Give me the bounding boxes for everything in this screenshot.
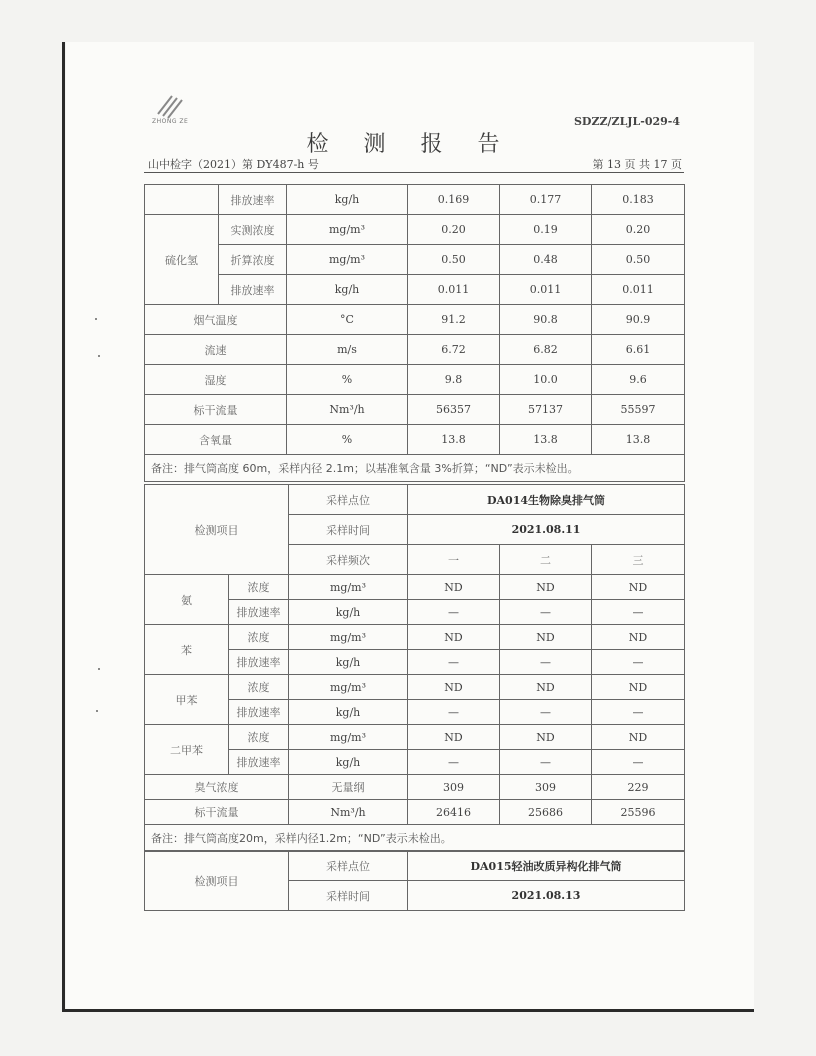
unit-cell: °C <box>287 305 408 335</box>
table-note: 备注：排气筒高度20m，采样内径1.2m；“ND”表示未检出。 <box>145 825 685 852</box>
results-table-da014 <box>144 484 685 852</box>
unit-cell: kg/h <box>289 700 408 725</box>
value-cell: ND <box>408 575 500 600</box>
scan-speck <box>98 668 100 670</box>
logo-text: ZHONG ZE <box>152 118 189 125</box>
value-cell: 0.19 <box>500 215 592 245</box>
value-cell: 56357 <box>408 395 500 425</box>
value-cell: 229 <box>592 775 685 800</box>
table-row <box>145 825 685 852</box>
label-cell: 标干流量 <box>145 395 287 425</box>
unit-cell: Nm³/h <box>287 395 408 425</box>
table-row <box>145 455 685 482</box>
value-cell: 13.8 <box>500 425 592 455</box>
table-row <box>145 851 685 881</box>
value-cell: ND <box>500 575 592 600</box>
label-cell: 烟气温度 <box>145 305 287 335</box>
item-label-cell: 检测项目 <box>145 851 289 911</box>
value-cell: 0.48 <box>500 245 592 275</box>
label-cell: 标干流量 <box>145 800 289 825</box>
value-cell: 90.9 <box>592 305 685 335</box>
table-row <box>145 185 685 215</box>
table-row <box>145 245 685 275</box>
value-cell: ND <box>592 575 685 600</box>
empty-cell <box>145 185 219 215</box>
scan-edge-bottom <box>62 1009 754 1012</box>
value-cell: 0.50 <box>408 245 500 275</box>
param-cell: 实测浓度 <box>219 215 287 245</box>
unit-cell: kg/h <box>289 650 408 675</box>
page-info: 第 13 页 共 17 页 <box>592 158 682 171</box>
table-row <box>145 365 685 395</box>
time-value-cell: 2021.08.11 <box>408 515 685 545</box>
value-cell: — <box>500 750 592 775</box>
value-cell: 13.8 <box>592 425 685 455</box>
value-cell: — <box>408 750 500 775</box>
group-cell-h2s: 硫化氢 <box>145 215 219 305</box>
unit-cell: kg/h <box>289 600 408 625</box>
param-cell: 折算浓度 <box>219 245 287 275</box>
table-row <box>145 625 685 650</box>
unit-cell: kg/h <box>287 275 408 305</box>
value-cell: 10.0 <box>500 365 592 395</box>
value-cell: 9.8 <box>408 365 500 395</box>
value-cell: 91.2 <box>408 305 500 335</box>
value-cell: — <box>500 650 592 675</box>
value-cell: 6.72 <box>408 335 500 365</box>
site-value-cell: DA014生物除臭排气筒 <box>408 485 685 515</box>
value-cell: — <box>500 700 592 725</box>
param-cell: 排放速率 <box>229 700 289 725</box>
table-row <box>145 215 685 245</box>
time-label-cell: 采样时间 <box>289 515 408 545</box>
param-cell: 浓度 <box>229 725 289 750</box>
freq-cell: 一 <box>408 545 500 575</box>
group-cell-ammonia: 氨 <box>145 575 229 625</box>
value-cell: 0.011 <box>500 275 592 305</box>
freq-cell: 二 <box>500 545 592 575</box>
table-row <box>145 335 685 365</box>
value-cell: ND <box>500 625 592 650</box>
table-row <box>145 675 685 700</box>
unit-cell: mg/m³ <box>287 245 408 275</box>
unit-cell: kg/h <box>287 185 408 215</box>
unit-cell: mg/m³ <box>287 215 408 245</box>
value-cell: — <box>500 600 592 625</box>
table-row <box>145 725 685 750</box>
value-cell: 90.8 <box>500 305 592 335</box>
value-cell: 13.8 <box>408 425 500 455</box>
label-cell: 臭气浓度 <box>145 775 289 800</box>
value-cell: ND <box>592 725 685 750</box>
value-cell: 57137 <box>500 395 592 425</box>
value-cell: ND <box>592 625 685 650</box>
time-label-cell: 采样时间 <box>289 881 408 911</box>
value-cell: — <box>408 600 500 625</box>
label-cell: 湿度 <box>145 365 287 395</box>
value-cell: ND <box>592 675 685 700</box>
unit-cell: mg/m³ <box>289 575 408 600</box>
document-number: SDZZ/ZLJL-029-4 <box>573 115 680 128</box>
value-cell: — <box>408 700 500 725</box>
value-cell: 0.183 <box>592 185 685 215</box>
value-cell: 309 <box>408 775 500 800</box>
value-cell: 26416 <box>408 800 500 825</box>
value-cell: 309 <box>500 775 592 800</box>
table-row <box>145 275 685 305</box>
group-cell-xylene: 二甲苯 <box>145 725 229 775</box>
value-cell: 0.20 <box>408 215 500 245</box>
unit-cell: mg/m³ <box>289 675 408 700</box>
table-row <box>145 800 685 825</box>
value-cell: ND <box>500 725 592 750</box>
param-cell: 排放速率 <box>219 185 287 215</box>
header-divider <box>144 172 684 173</box>
unit-cell: % <box>287 365 408 395</box>
report-number: 山中检字（2021）第 DY487-h 号 <box>148 158 319 171</box>
group-cell-benzene: 苯 <box>145 625 229 675</box>
param-cell: 浓度 <box>229 625 289 650</box>
table-row <box>145 395 685 425</box>
time-value-cell: 2021.08.13 <box>408 881 685 911</box>
value-cell: 55597 <box>592 395 685 425</box>
value-cell: 0.169 <box>408 185 500 215</box>
scan-speck <box>96 710 98 712</box>
results-table-continued <box>144 184 685 482</box>
value-cell: 0.011 <box>408 275 500 305</box>
site-label-cell: 采样点位 <box>289 485 408 515</box>
param-cell: 浓度 <box>229 575 289 600</box>
value-cell: 0.20 <box>592 215 685 245</box>
table-row <box>145 305 685 335</box>
unit-cell: mg/m³ <box>289 625 408 650</box>
page-title: 检 测 报 告 <box>306 132 514 157</box>
value-cell: — <box>408 650 500 675</box>
table-row <box>145 775 685 800</box>
unit-cell: mg/m³ <box>289 725 408 750</box>
table-row <box>145 425 685 455</box>
freq-label-cell: 采样频次 <box>289 545 408 575</box>
group-cell-toluene: 甲苯 <box>145 675 229 725</box>
param-cell: 排放速率 <box>229 650 289 675</box>
table-row <box>145 485 685 515</box>
value-cell: 0.011 <box>592 275 685 305</box>
value-cell: 0.50 <box>592 245 685 275</box>
value-cell: ND <box>408 625 500 650</box>
unit-cell: 无量纲 <box>289 775 408 800</box>
param-cell: 排放速率 <box>229 600 289 625</box>
value-cell: 6.82 <box>500 335 592 365</box>
site-value-cell: DA015轻油改质异构化排气筒 <box>408 851 685 881</box>
value-cell: — <box>592 750 685 775</box>
value-cell: 0.177 <box>500 185 592 215</box>
results-table-da015 <box>144 850 685 911</box>
site-label-cell: 采样点位 <box>289 851 408 881</box>
table-note: 备注：排气筒高度 60m，采样内径 2.1m；以基准氧含量 3%折算；“ND”表示未检出。 <box>145 455 685 482</box>
item-label-cell: 检测项目 <box>145 485 289 575</box>
value-cell: ND <box>500 675 592 700</box>
value-cell: ND <box>408 675 500 700</box>
value-cell: — <box>592 650 685 675</box>
unit-cell: % <box>287 425 408 455</box>
value-cell: 25596 <box>592 800 685 825</box>
label-cell: 含氧量 <box>145 425 287 455</box>
label-cell: 流速 <box>145 335 287 365</box>
scan-speck <box>95 318 97 320</box>
unit-cell: m/s <box>287 335 408 365</box>
freq-cell: 三 <box>592 545 685 575</box>
scan-speck <box>98 355 100 357</box>
scan-edge-left <box>62 42 65 1012</box>
table-row <box>145 575 685 600</box>
value-cell: — <box>592 600 685 625</box>
unit-cell: kg/h <box>289 750 408 775</box>
value-cell: — <box>592 700 685 725</box>
param-cell: 浓度 <box>229 675 289 700</box>
unit-cell: Nm³/h <box>289 800 408 825</box>
value-cell: 6.61 <box>592 335 685 365</box>
value-cell: 25686 <box>500 800 592 825</box>
param-cell: 排放速率 <box>219 275 287 305</box>
value-cell: ND <box>408 725 500 750</box>
value-cell: 9.6 <box>592 365 685 395</box>
param-cell: 排放速率 <box>229 750 289 775</box>
